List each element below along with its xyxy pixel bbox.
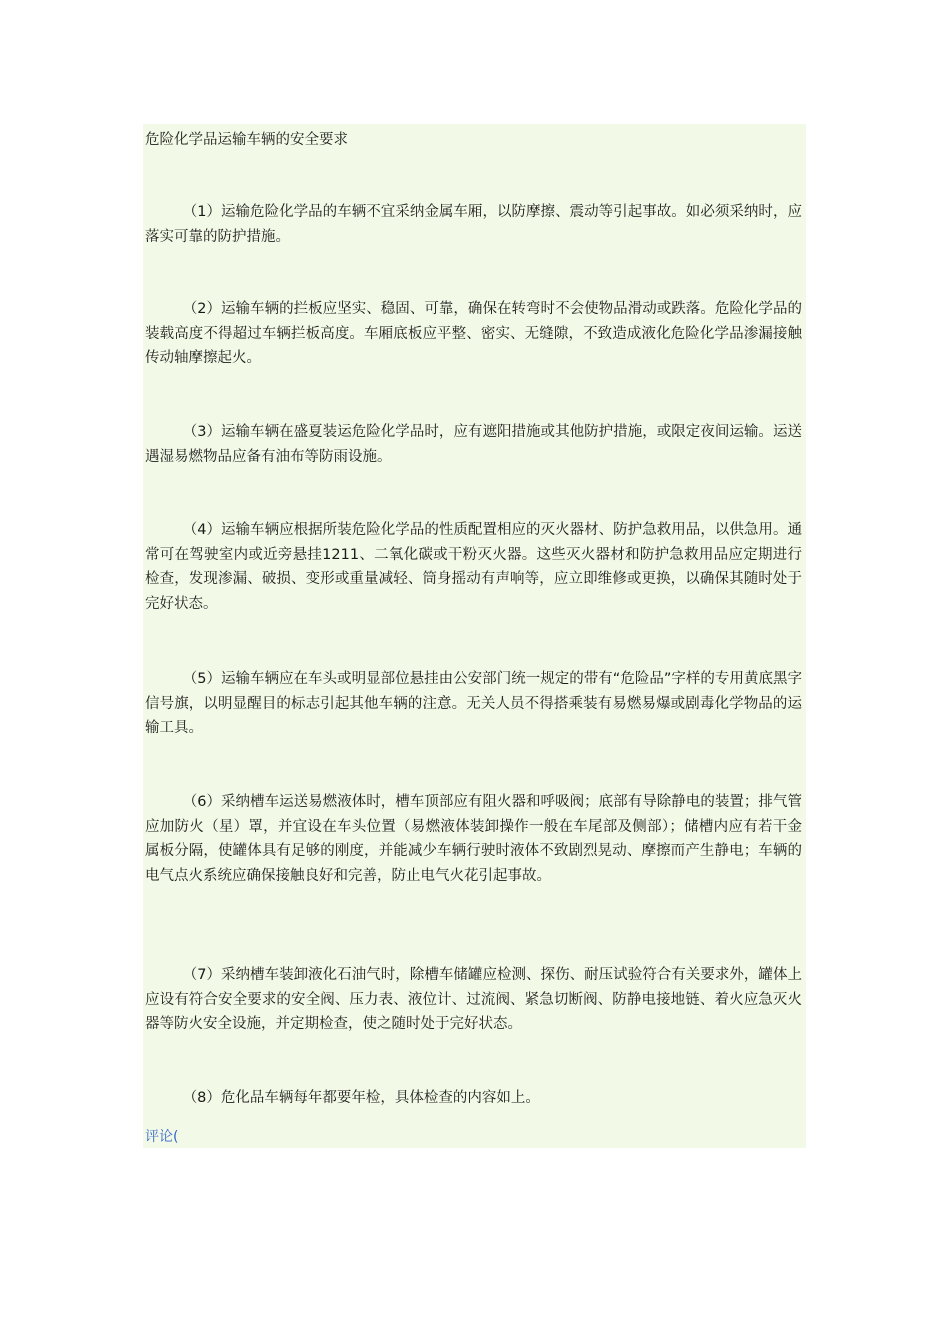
article-container	[143, 124, 806, 1148]
paragraph-5: （5）运输车辆应在车头或明显部位悬挂由公安部门统一规定的带有“危险品”字样的专用黄底黑字信号旗，以明显醒目的标志引起其他车辆的注意。无关人员不得搭乘装有易燃易爆或剧毒化学物品的运输工具。	[145, 671, 802, 736]
paragraph-6: （6）采纳槽车运送易燃液体时，槽车顶部应有阻火器和呼吸阀；底部有导除静电的装置；排气管应加防火（星）罩，并宜设在车头位置（易燃液体装卸操作一般在车尾部及侧部）；储槽内应有若干金属板分隔，使罐体具有足够的刚度，并能减少车辆行驶时液体不致剧烈晃动、摩擦而产生静电；车辆的电气点火系统应确保接触良好和完善，防止电气火花引起事故。	[145, 794, 802, 884]
paragraph-1: （1）运输危险化学品的车辆不宜采纳金属车厢，以防摩擦、震动等引起事故。如必须采纳时，应落实可靠的防护措施。	[145, 204, 802, 245]
paragraph-4: （4）运输车辆应根据所装危险化学品的性质配置相应的灭火器材、防护急救用品，以供急用。通常可在驾驶室内或近旁悬挂1211、二氧化碳或干粉灭火器。这些灭火器材和防护急救用品应定期进行检查，发现渗漏、破损、变形或重量减轻、筒身摇动有声响等，应立即维修或更换，以确保其随时处于完好状态。	[145, 522, 802, 612]
paragraph-2: （2）运输车辆的拦板应坚实、稳固、可靠，确保在转弯时不会使物品滑动或跌落。危险化学品的装载高度不得超过车辆拦板高度。车厢底板应平整、密实、无缝隙，不致造成液化危险化学品渗漏接触传动轴摩擦起火。	[145, 301, 802, 366]
paragraph-8: （8）危化品车辆每年都要年检，具体检查的内容如上。	[182, 1090, 540, 1106]
comments-link[interactable]: 评论(	[145, 1129, 179, 1145]
paragraph-7: （7）采纳槽车装卸液化石油气时，除槽车储罐应检测、探伤、耐压试验符合有关要求外，罐体上应设有符合安全要求的安全阀、压力表、液位计、过流阀、紧急切断阀、防静电接地链、着火应急灭火器等防火安全设施，并定期检查，使之随时处于完好状态。	[145, 967, 802, 1032]
article-title: 危险化学品运输车辆的安全要求	[145, 132, 348, 148]
paragraph-3: （3）运输车辆在盛夏装运危险化学品时，应有遮阳措施或其他防护措施，或限定夜间运输。运送遇湿易燃物品应备有油布等防雨设施。	[145, 424, 802, 465]
